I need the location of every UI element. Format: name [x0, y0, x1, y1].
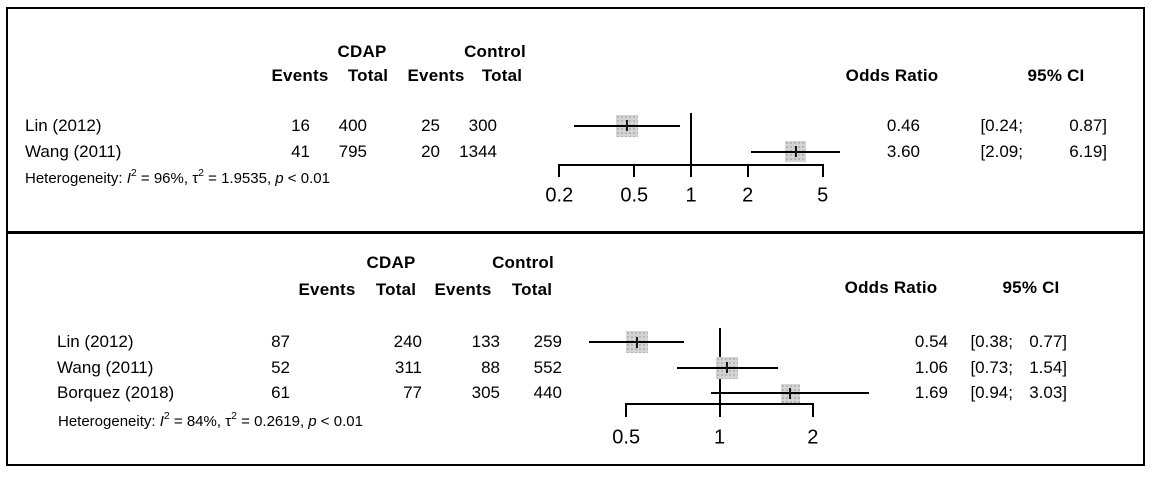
- odds-ratio-cell: 1.69: [914, 383, 948, 402]
- events-control-cell: 25: [421, 115, 440, 135]
- events-cdap-cell: 41: [291, 141, 310, 161]
- heterogeneity-text: Heterogeneity: $I^2 = 96\%$, $\tau^2 = 1.9535$, p < 0.01: [25, 167, 330, 187]
- events-control-cell: 133: [471, 332, 500, 351]
- point-estimate-tick: [636, 337, 638, 348]
- axis-tick: [747, 164, 749, 177]
- axis-tick: [719, 403, 721, 417]
- panel2-ci-header: 95% CI: [1002, 278, 1060, 297]
- panel2-total-header-control: Total: [511, 280, 553, 299]
- ci-high-cell: 6.19]: [1069, 141, 1107, 161]
- point-estimate-tick: [626, 120, 628, 131]
- events-cdap-cell: 87: [271, 332, 290, 351]
- total-cdap-cell: 795: [338, 141, 367, 161]
- total-control-cell: 300: [468, 115, 497, 135]
- panel1-events-header-control: Events: [407, 66, 465, 85]
- axis-tick: [690, 164, 692, 177]
- ci-high-cell: 0.77]: [1029, 332, 1067, 351]
- panel2-odds-ratio-header: Odds Ratio: [844, 278, 938, 297]
- axis-tick-label: 0.5: [620, 184, 649, 207]
- axis-tick-label: 1: [713, 426, 726, 449]
- axis-tick: [625, 403, 627, 417]
- axis-tick: [633, 164, 635, 177]
- study-label: Borquez (2018): [57, 383, 175, 402]
- total-control-cell: 552: [533, 357, 562, 377]
- panel2-events-header-control: Events: [434, 280, 492, 299]
- heterogeneity-text: Heterogeneity: $I^2 = 84\%$, $\tau^2 = 0.2619$, p < 0.01: [58, 410, 363, 430]
- point-estimate-tick: [795, 146, 797, 157]
- total-control-cell: 1344: [459, 141, 497, 161]
- ci-high-cell: 3.03]: [1029, 383, 1067, 402]
- events-cdap-cell: 52: [271, 357, 290, 377]
- ci-low-cell: [0.94;: [970, 383, 1013, 402]
- total-control-cell: 259: [533, 332, 562, 351]
- point-estimate-tick: [726, 362, 728, 373]
- study-label: Wang (2011): [57, 357, 154, 377]
- odds-ratio-cell: 1.06: [914, 357, 948, 377]
- panel1-events-header-cdap: Events: [271, 66, 329, 85]
- axis-tick-label: 2: [807, 426, 819, 449]
- axis-tick-label: 2: [742, 184, 754, 207]
- odds-ratio-cell: 0.54: [914, 332, 948, 351]
- panel1-ci-header: 95% CI: [1027, 66, 1085, 85]
- odds-ratio-cell: 3.60: [886, 141, 920, 161]
- total-control-cell: 440: [533, 383, 562, 402]
- total-cdap-cell: 400: [338, 115, 367, 135]
- study-label: Lin (2012): [25, 115, 102, 135]
- events-control-cell: 305: [471, 383, 500, 402]
- panel1-group-cdap-header: CDAP: [337, 42, 387, 61]
- ci-low-cell: [0.38;: [970, 332, 1013, 351]
- panel1-total-header-cdap: Total: [347, 66, 389, 85]
- total-cdap-cell: 311: [394, 357, 422, 377]
- axis-tick: [812, 403, 814, 417]
- total-cdap-cell: 240: [393, 332, 422, 351]
- panel1-group-control-header: Control: [464, 42, 526, 61]
- total-cdap-cell: 77: [403, 383, 422, 402]
- ci-low-cell: [2.09;: [980, 141, 1023, 161]
- panel2-group-cdap-header: CDAP: [366, 253, 416, 272]
- axis-tick-label: 1: [685, 184, 697, 207]
- ci-low-cell: [0.24;: [980, 115, 1023, 135]
- panel2-total-header-cdap: Total: [375, 280, 417, 299]
- ci-high-cell: 1.54]: [1029, 357, 1067, 377]
- point-estimate-tick: [789, 388, 791, 399]
- events-cdap-cell: 16: [291, 115, 310, 135]
- axis-tick-label: 0.5: [612, 426, 641, 449]
- axis-tick: [822, 164, 824, 177]
- odds-ratio-cell: 0.46: [886, 115, 920, 135]
- panel1-odds-ratio-header: Odds Ratio: [845, 66, 939, 85]
- ci-low-cell: [0.73;: [970, 357, 1013, 377]
- panel2-events-header-cdap: Events: [298, 280, 356, 299]
- study-label: Wang (2011): [25, 141, 122, 161]
- events-control-cell: 88: [481, 357, 500, 377]
- axis-tick: [558, 164, 560, 177]
- panel1-total-header-control: Total: [481, 66, 523, 85]
- panel2-group-control-header: Control: [492, 253, 554, 272]
- axis-tick-label: 5: [817, 184, 829, 207]
- events-cdap-cell: 61: [271, 383, 290, 402]
- events-control-cell: 20: [421, 141, 440, 161]
- ci-high-cell: 0.87]: [1069, 115, 1107, 135]
- axis-tick-label: 0.2: [545, 184, 574, 207]
- study-label: Lin (2012): [57, 332, 134, 351]
